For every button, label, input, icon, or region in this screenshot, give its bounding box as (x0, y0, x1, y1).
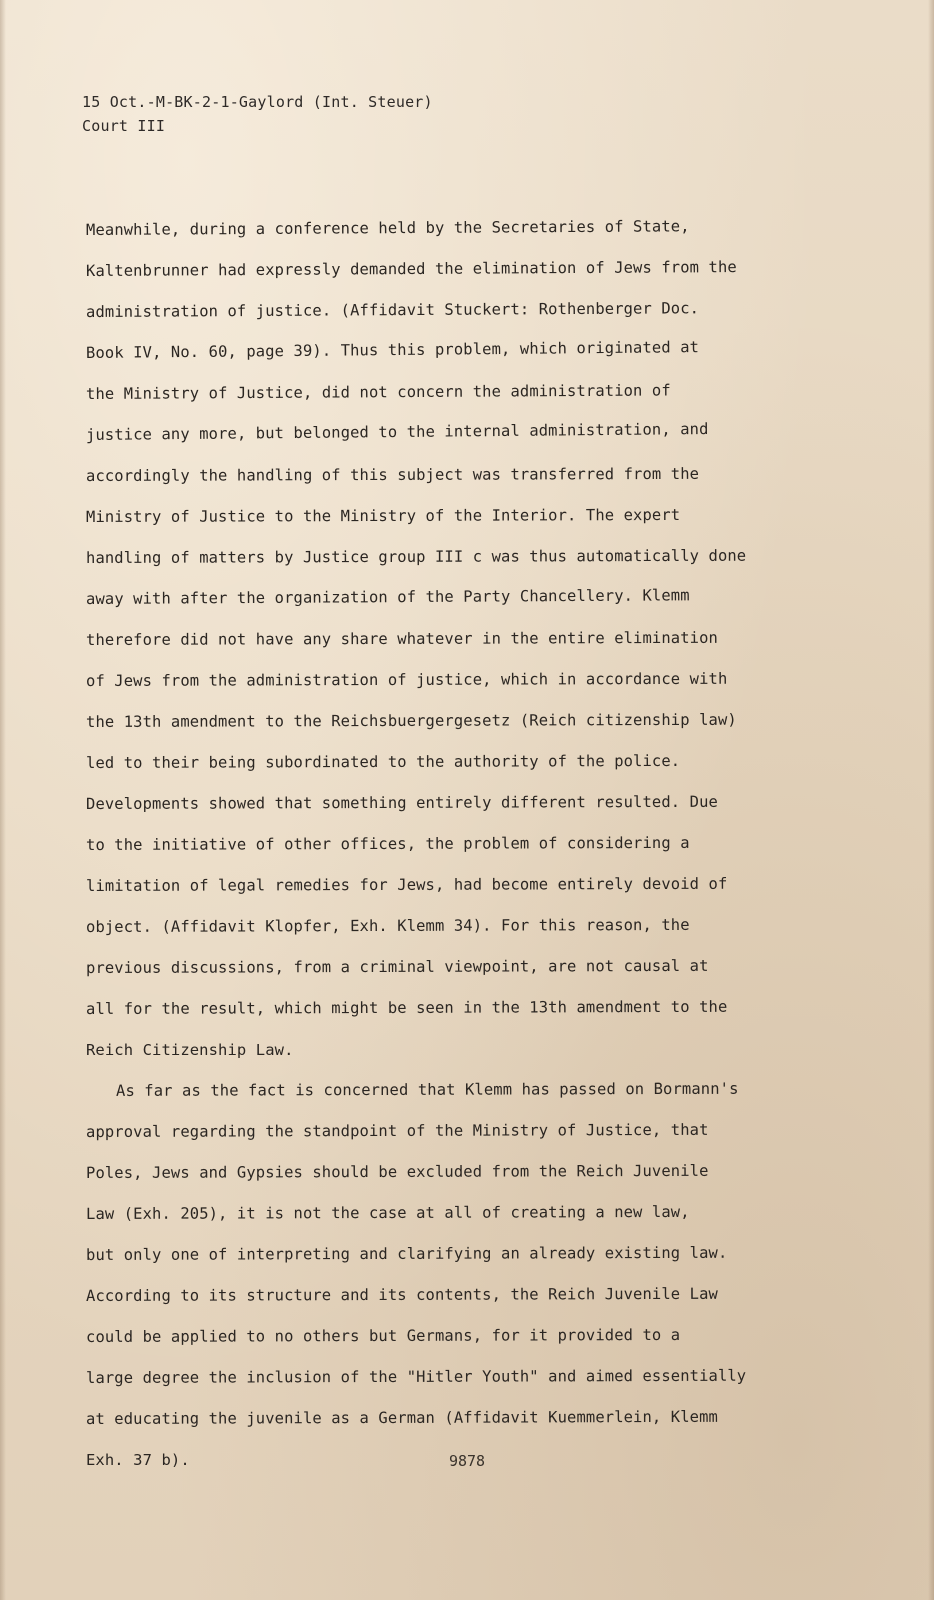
body-line-3: administration of justice. (Affidavit Stuckert: Rothenberger Doc. (85, 299, 700, 321)
body-line-13: the 13th amendment to the Reichsbuergergesetz (Reich citizenship law) (85, 710, 737, 731)
body-line-11: therefore did not have any share whatever in the entire elimination (85, 628, 718, 649)
body-line-23: approval regarding the standpoint of the Ministry of Justice, that (85, 1120, 709, 1141)
body-line-5: the Ministry of Justice, did not concern the administration of (85, 381, 671, 403)
body-line-14: led to their being subordinated to the authority of the police. (85, 751, 681, 772)
body-line-12: of Jews from the administration of justice, which in accordance with (85, 669, 728, 690)
body-line-31: Exh. 37 b). (86, 1451, 190, 1469)
body-line-2: Kaltenbrunner had expressly demanded the elimination of Jews from the (85, 258, 737, 280)
body-line-1: Meanwhile, during a conference held by the Secretaries of State, (85, 217, 690, 239)
body-line-10: away with after the organization of the Party Chancellery. Klemm (85, 586, 690, 608)
body-line-29: large degree the inclusion of the "Hitler Youth" and aimed essentially (85, 1366, 747, 1387)
body-line-21: Reich Citizenship Law. (86, 1041, 294, 1059)
body-line-28: could be applied to no others but Germans, for it provided to a (85, 1325, 681, 1346)
document-body (86, 210, 806, 1481)
body-line-19: previous discussions, from a criminal viewpoint, are not causal at (85, 956, 709, 977)
body-line-15: Developments showed that something entirely different resulted. Due (85, 792, 718, 813)
body-line-6: justice any more, but belonged to the internal administration, and (85, 420, 709, 444)
body-line-4: Book IV, No. 60, page 39). Thus this problem, which originated at (85, 338, 700, 362)
body-line-17: limitation of legal remedies for Jews, had become entirely devoid of (85, 874, 728, 895)
body-line-26: but only one of interpreting and clarifying an already existing law. (85, 1243, 728, 1264)
page-left-edge (0, 0, 6, 1600)
body-line-20: all for the result, which might be seen in the 13th amendment to the (85, 997, 728, 1018)
document-header (82, 90, 433, 138)
body-line-25: Law (Exh. 205), it is not the case at all of creating a new law, (85, 1202, 690, 1223)
body-line-8: Ministry of Justice to the Ministry of the Interior. The expert (85, 505, 681, 526)
body-line-22: As far as the fact is concerned that Klemm has passed on Bormann's (115, 1079, 739, 1100)
header-line-court: Court III (82, 117, 166, 135)
body-line-27: According to its structure and its contents, the Reich Juvenile Law (85, 1284, 718, 1305)
body-line-7: accordingly the handling of this subject was transferred from the (85, 464, 700, 485)
body-line-30: at educating the juvenile as a German (Affidavit Kuemmerlein, Klemm (85, 1407, 718, 1428)
header-line-session: 15 Oct.-M-BK-2-1-Gaylord (Int. Steuer) (82, 93, 433, 111)
page-right-edge (928, 0, 934, 1600)
body-line-24: Poles, Jews and Gypsies should be excluded from the Reich Juvenile (85, 1161, 709, 1182)
body-line-9: handling of matters by Justice group III c was thus automatically done (85, 546, 747, 567)
page-number: 9878 (448, 1452, 486, 1470)
body-line-18: object. (Affidavit Klopfer, Exh. Klemm 34). For this reason, the (85, 915, 690, 936)
body-line-16: to the initiative of other offices, the problem of considering a (85, 833, 690, 854)
